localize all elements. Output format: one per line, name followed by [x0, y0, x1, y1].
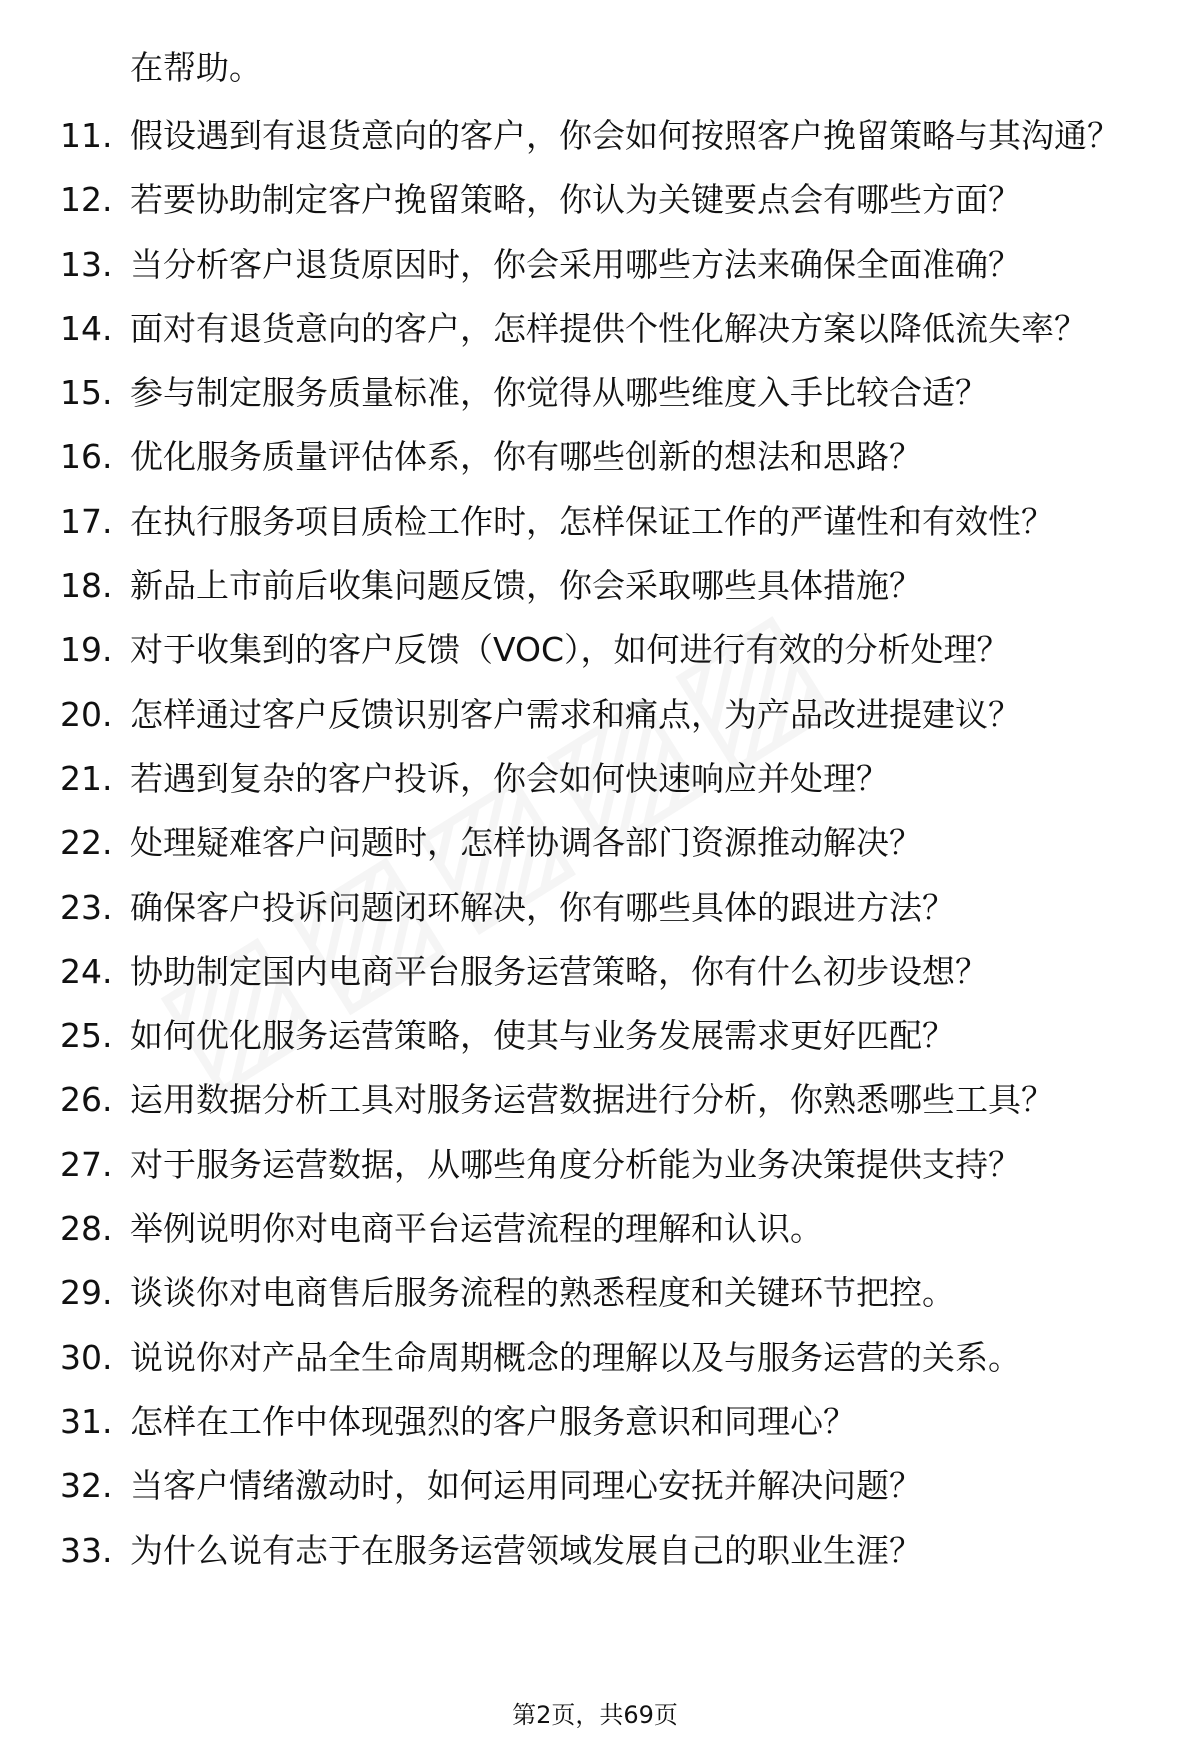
question-item — [0, 309, 1190, 349]
question-text: 怎样通过客户反馈识别客户需求和痛点，为产品改进提建议？ — [130, 694, 1021, 734]
question-item — [0, 1338, 1190, 1378]
question-item — [0, 759, 1190, 799]
question-text: 确保客户投诉问题闭环解决，你有哪些具体的跟进方法？ — [130, 887, 955, 927]
question-text: 对于服务运营数据，从哪些角度分析能为业务决策提供支持？ — [130, 1144, 1021, 1184]
question-list — [0, 116, 1190, 1595]
question-item — [0, 566, 1190, 606]
question-item — [0, 437, 1190, 477]
question-text: 面对有退货意向的客户，怎样提供个性化解决方案以降低流失率？ — [130, 308, 1087, 348]
question-number: 15. — [60, 373, 113, 413]
question-text: 为什么说有志于在服务运营领域发展自己的职业生涯？ — [130, 1530, 922, 1570]
question-number: 24. — [60, 951, 113, 991]
question-text: 如何优化服务运营策略，使其与业务发展需求更好匹配？ — [130, 1016, 955, 1056]
question-number: 33. — [60, 1530, 113, 1570]
question-number: 17. — [60, 501, 113, 541]
question-text: 参与制定服务质量标准，你觉得从哪些维度入手比较合适？ — [130, 373, 988, 413]
question-item — [0, 1273, 1190, 1313]
question-number: 26. — [60, 1080, 113, 1120]
question-item — [0, 952, 1190, 992]
question-number: 16. — [60, 437, 113, 477]
question-number: 18. — [60, 566, 113, 606]
question-number: 32. — [60, 1466, 113, 1506]
question-text: 处理疑难客户问题时，怎样协调各部门资源推动解决？ — [130, 823, 922, 863]
question-text: 在执行服务项目质检工作时，怎样保证工作的严谨性和有效性？ — [130, 501, 1054, 541]
question-number: 19. — [60, 630, 113, 670]
question-item — [0, 695, 1190, 735]
question-item — [0, 823, 1190, 863]
question-number: 25. — [60, 1016, 113, 1056]
question-text: 若要协助制定客户挽留策略，你认为关键要点会有哪些方面？ — [130, 180, 1021, 220]
question-text: 怎样在工作中体现强烈的客户服务意识和同理心？ — [130, 1401, 856, 1441]
question-item — [0, 630, 1190, 670]
question-text: 新品上市前后收集问题反馈，你会采取哪些具体措施？ — [130, 566, 922, 606]
question-number: 27. — [60, 1144, 113, 1184]
question-text: 当客户情绪激动时，如何运用同理心安抚并解决问题？ — [130, 1466, 922, 1506]
question-item — [0, 1531, 1190, 1571]
question-number: 30. — [60, 1337, 113, 1377]
question-text: 谈谈你对电商售后服务流程的熟悉程度和关键环节把控。 — [130, 1273, 955, 1313]
question-text: 假设遇到有退货意向的客户，你会如何按照客户挽留策略与其沟通？ — [130, 116, 1120, 155]
question-number: 21. — [60, 758, 113, 798]
question-text: 协助制定国内电商平台服务运营策略，你有什么初步设想？ — [130, 951, 988, 991]
question-item — [0, 373, 1190, 413]
question-text: 说说你对产品全生命周期概念的理解以及与服务运营的关系。 — [130, 1337, 1021, 1377]
question-number: 23. — [60, 887, 113, 927]
question-number: 11. — [60, 116, 113, 155]
question-item — [0, 245, 1190, 285]
question-item — [0, 1080, 1190, 1120]
question-text: 举例说明你对电商平台运营流程的理解和认识。 — [130, 1209, 823, 1249]
question-number: 14. — [60, 308, 113, 348]
continuation-text: 在帮助。 — [130, 48, 262, 87]
question-item — [0, 888, 1190, 928]
question-item — [0, 116, 1190, 156]
question-number: 29. — [60, 1273, 113, 1313]
question-number: 12. — [60, 180, 113, 220]
question-number: 13. — [60, 244, 113, 284]
question-text: 当分析客户退货原因时，你会采用哪些方法来确保全面准确？ — [130, 244, 1021, 284]
question-text: 优化服务质量评估体系，你有哪些创新的想法和思路？ — [130, 437, 922, 477]
question-text: 运用数据分析工具对服务运营数据进行分析，你熟悉哪些工具？ — [130, 1080, 1054, 1120]
question-number: 31. — [60, 1401, 113, 1441]
question-item — [0, 1016, 1190, 1056]
question-item — [0, 1402, 1190, 1442]
question-item — [0, 1466, 1190, 1506]
page-footer: 第2页，共69页 — [512, 1701, 678, 1729]
question-number: 20. — [60, 694, 113, 734]
question-item — [0, 1209, 1190, 1249]
question-text: 对于收集到的客户反馈（VOC），如何进行有效的分析处理？ — [130, 630, 1010, 670]
question-item — [0, 180, 1190, 220]
question-number: 22. — [60, 823, 113, 863]
question-number: 28. — [60, 1209, 113, 1249]
question-item — [0, 1145, 1190, 1185]
question-item — [0, 502, 1190, 542]
question-text: 若遇到复杂的客户投诉，你会如何快速响应并处理？ — [130, 758, 889, 798]
